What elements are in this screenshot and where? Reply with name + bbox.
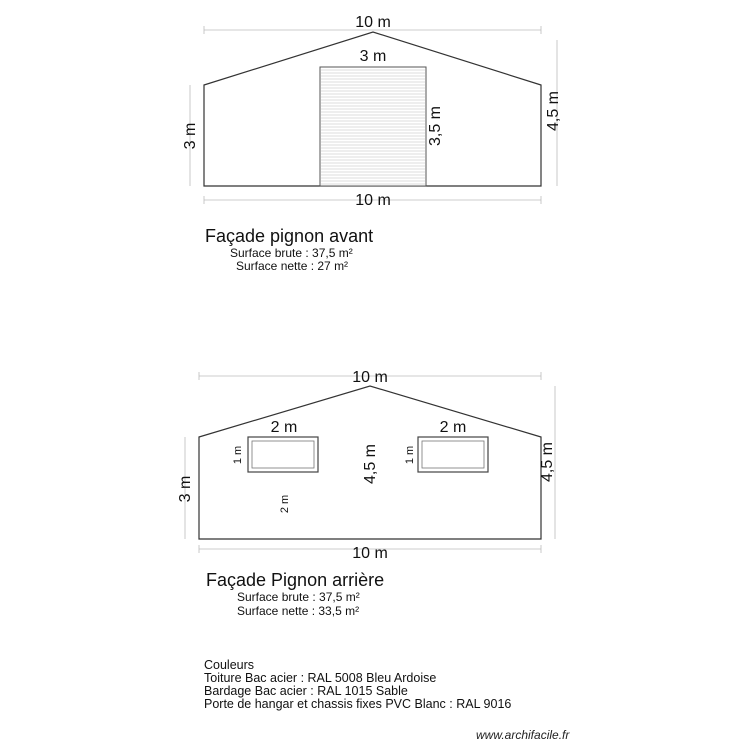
rear-dim-small-2m: 2 m <box>279 494 291 514</box>
front-dim-bottom-width: 10 m <box>355 192 391 209</box>
rear-window-left <box>248 437 318 472</box>
front-surface-brute: Surface brute : 37,5 m² <box>230 246 353 260</box>
rear-dim-window-left-width: 2 m <box>270 419 298 436</box>
rear-dim-center-height: 4,5 m <box>362 443 379 485</box>
rear-surface-nette: Surface nette : 33,5 m² <box>237 604 360 618</box>
front-dim-left-height: 3 m <box>182 122 199 150</box>
colors-roof: Toiture Bac acier : RAL 5008 Bleu Ardoise <box>204 671 437 685</box>
front-title: Façade pignon avant <box>205 226 374 246</box>
rear-surface-brute: Surface brute : 37,5 m² <box>237 590 360 604</box>
rear-dim-right-height: 4,5 m <box>539 441 556 483</box>
rear-window-right <box>418 437 488 472</box>
front-dim-top-width: 10 m <box>355 14 391 31</box>
colors-doors: Porte de hangar et chassis fixes PVC Blanc : RAL 9016 <box>204 697 512 711</box>
rear-dim-top-width: 10 m <box>352 369 388 386</box>
front-surface-nette: Surface nette : 27 m² <box>236 259 349 273</box>
rear-dim-window-right-height: 1 m <box>404 445 416 465</box>
rear-dim-window-right-width: 2 m <box>439 419 467 436</box>
front-hangar-door <box>320 67 426 186</box>
archifacile-credit[interactable]: www.archifacile.fr <box>476 728 570 742</box>
colors-cladding: Bardage Bac acier : RAL 1015 Sable <box>204 684 408 698</box>
colors-heading: Couleurs <box>204 658 255 672</box>
colors-note <box>204 659 511 711</box>
rear-dim-bottom-width: 10 m <box>352 545 388 562</box>
front-dim-door-height: 3,5 m <box>427 105 444 147</box>
front-dim-right-height: 4,5 m <box>545 90 562 132</box>
rear-dim-window-left-height: 1 m <box>232 445 244 465</box>
rear-dim-left-height: 3 m <box>177 475 194 503</box>
front-dim-door-width: 3 m <box>359 48 387 65</box>
rear-title: Façade Pignon arrière <box>206 570 385 590</box>
